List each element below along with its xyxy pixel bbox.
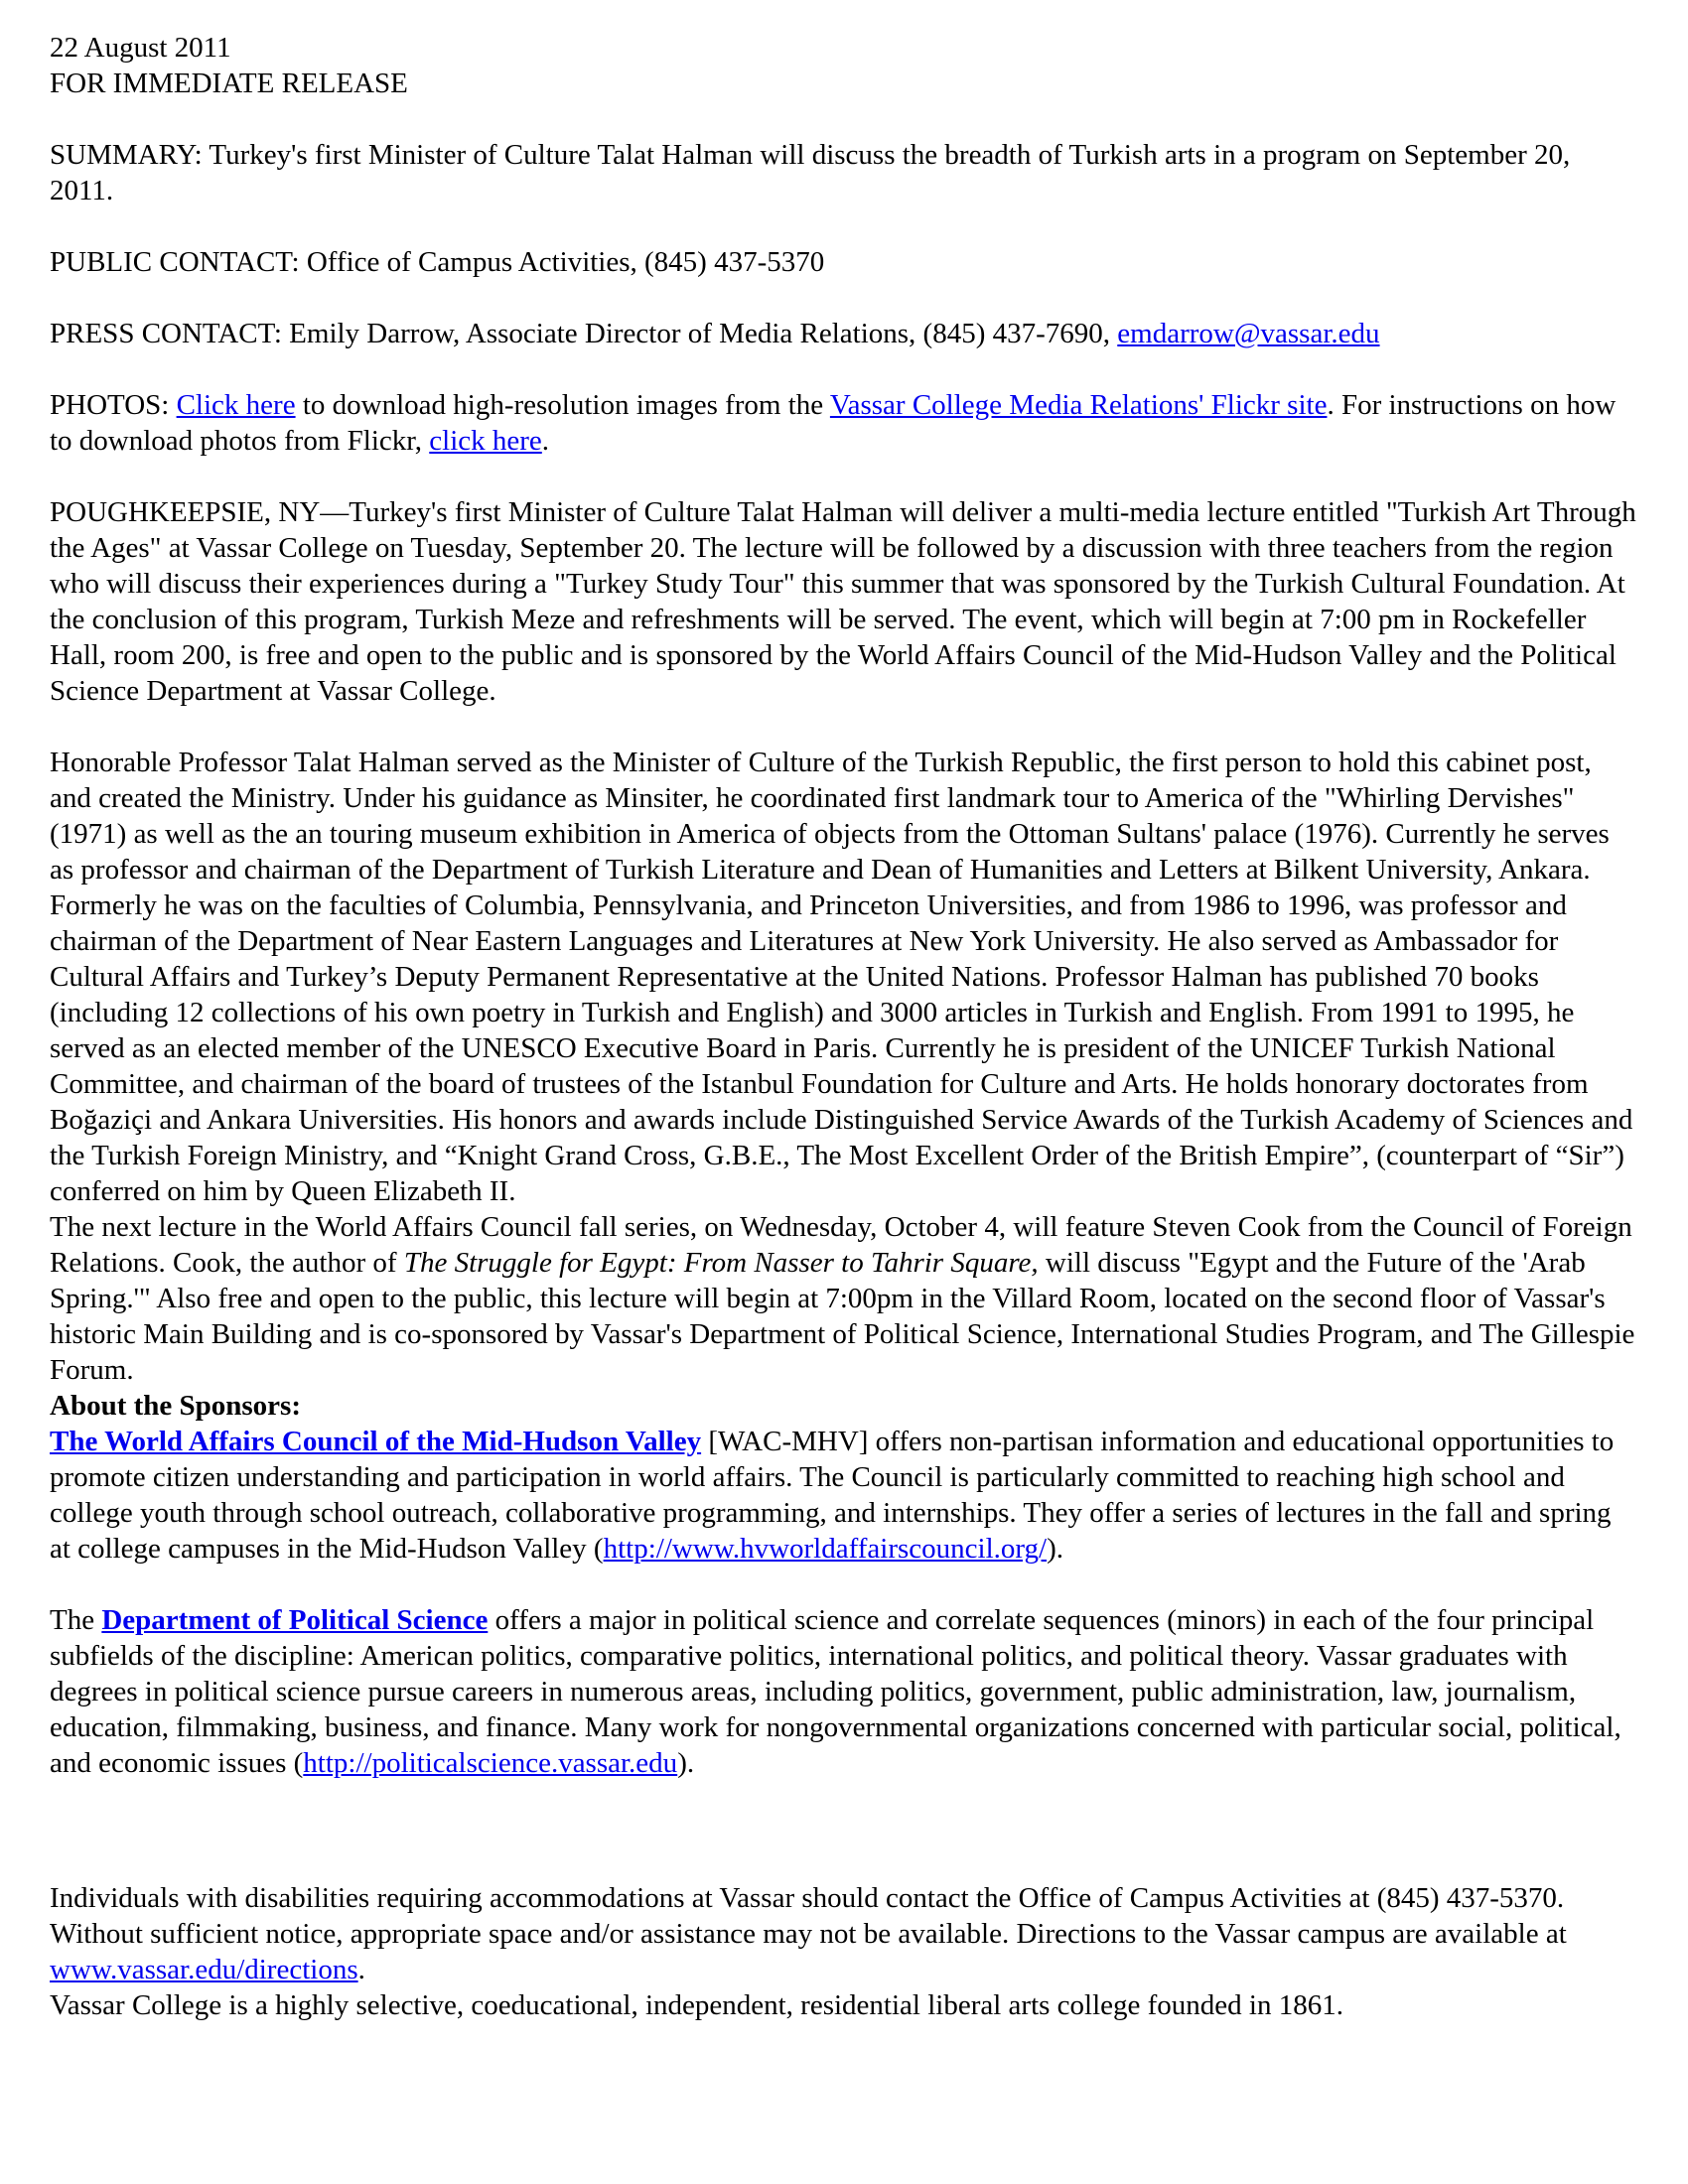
photos-text-segment-2: . For instructions on how to download photos from Flickr,: [50, 389, 1617, 457]
flickr-instructions-link[interactable]: click here: [429, 425, 542, 457]
polisci-text-segment-1: offers a major in political science and correlate sequences (minors) in each of the four principal subfields of the discipline: American politics, comparative politics, international politics, and political theory. Vassar graduates with degrees in political science pursue careers in numerous areas, including politics, government, public administration, law, journalism, education, filmmaking, business, and finance. Many work for nongovernmental organizations concerned with particular social, political, and economic issues (: [50, 1604, 1621, 1779]
accessibility-paragraph: [50, 1880, 1636, 1987]
sponsors-heading: About the Sponsors:: [50, 1390, 301, 1422]
public-contact-line: PUBLIC CONTACT: Office of Campus Activities, (845) 437-5370: [50, 246, 825, 278]
bio-paragraph: Honorable Professor Talat Halman served as the Minister of Culture of the Turkish Republic, the first person to hold this cabinet post, and created the Ministry. Under his guidance as Minsiter, he coordinated first landmark tour to America of the "Whirling Dervishes" (1971) as well as the an touring museum exhibition in America of objects from the Ottoman Sultans' palace (1976). Currently he serves as professor and chairman of the Department of Turkish Literature and Dean of Humanities and Letters at Bilkent University, Ankara. Formerly he was on the faculties of Columbia, Pennsylvania, and Princeton Universities, and from 1986 to 1996, was professor and chairman of the Department of Near Eastern Languages and Literatures at New York University. He also served as Ambassador for Cultural Affairs and Turkey’s Deputy Permanent Representative at the United Nations. Professor Halman has published 70 books (including 12 collections of his own poetry in Turkish and English) and 3000 articles in Turkish and English. From 1991 to 1995, he served as an elected member of the UNESCO Executive Board in Paris. Currently he is president of the UNICEF Turkish National Committee, and chairman of the board of trustees of the Istanbul Foundation for Culture and Arts. He holds honorary doctorates from Boğaziçi and Ankara Universities. His honors and awards include Distinguished Service Awards of the Turkish Academy of Sciences and the Turkish Foreign Ministry, and “Knight Grand Cross, G.B.E., The Most Excellent Order of the British Empire”, (counterpart of “Sir”) conferred on him by Queen Elizabeth II.: [50, 747, 1633, 1207]
polisci-link[interactable]: Department of Political Science: [101, 1604, 489, 1636]
book-title-italic: The Struggle for Egypt: From Nasser to Tahrir Square,: [403, 1247, 1039, 1279]
wac-text-segment-1: [WAC-MHV] offers non-partisan information and educational opportunities to promote citizen understanding and participation in world affairs. The Council is particularly committed to reaching high school and college youth through school outreach, collaborative programming, and internships. They offer a series of lectures in the fall and spring at college campuses in the Mid-Hudson Valley (: [50, 1426, 1615, 1565]
photos-paragraph: [50, 387, 1636, 459]
wac-text-segment-2: ).: [1047, 1533, 1063, 1565]
accessibility-text-segment-1: Individuals with disabilities requiring accommodations at Vassar should contact the Office of Campus Activities at (845) 437-5370. Without sufficient notice, appropriate space and/or assistance may not be available. Directions to the Vassar campus are available at: [50, 1882, 1567, 1950]
accessibility-text-segment-2: .: [357, 1954, 365, 1985]
press-contact-email-link[interactable]: emdarrow@vassar.edu: [1117, 318, 1380, 349]
photos-label: PHOTOS:: [50, 389, 177, 421]
polisci-url-link[interactable]: http://politicalscience.vassar.edu: [303, 1747, 678, 1779]
next-lecture-text-before: The next lecture in the World Affairs Council fall series, on Wednesday, October 4, will feature Steven Cook from the Council of Foreign Relations. Cook, the author of: [50, 1211, 1632, 1279]
polisci-paragraph: [50, 1602, 1636, 1781]
next-lecture-text-after: will discuss "Egypt and the Future of the 'Arab Spring.'" Also free and open to the public, this lecture will begin at 7:00pm in the Villard Room, located on the second floor of Vassar's historic Main Building and is co-sponsored by Vassar's Department of Political Science, International Studies Program, and The Gillespie Forum.: [50, 1247, 1635, 1386]
polisci-text-segment-0: The: [50, 1604, 102, 1636]
lead-paragraph: POUGHKEEPSIE, NY—Turkey's first Minister of Culture Talat Halman will deliver a multi-media lecture entitled "Turkish Art Through the Ages" at Vassar College on Tuesday, September 20. The lecture will be followed by a discussion with three teachers from the region who will discuss their experiences during a "Turkey Study Tour" this summer that was sponsored by the Turkish Cultural Foundation. At the conclusion of this program, Turkish Meze and refreshments will be served. The event, which will begin at 7:00 pm in Rockefeller Hall, room 200, is free and open to the public and is sponsored by the World Affairs Council of the Mid-Hudson Valley and the Political Science Department at Vassar College.: [50, 496, 1636, 707]
photos-text-segment-1: to download high-resolution images from the: [295, 389, 830, 421]
flickr-site-link[interactable]: Vassar College Media Relations' Flickr site: [829, 389, 1328, 421]
photos-click-here-link[interactable]: Click here: [176, 389, 296, 421]
photos-text-end: .: [541, 425, 550, 457]
release-line: FOR IMMEDIATE RELEASE: [50, 68, 408, 99]
date-line: 22 August 2011: [50, 32, 231, 64]
directions-link[interactable]: www.vassar.edu/directions: [50, 1954, 358, 1985]
polisci-text-segment-2: ).: [677, 1747, 695, 1779]
wac-paragraph: [50, 1424, 1636, 1567]
press-contact-line: [50, 316, 1636, 351]
next-lecture-paragraph: [50, 1209, 1636, 1388]
wac-url-link[interactable]: http://www.hvworldaffairscouncil.org/: [603, 1533, 1048, 1565]
wac-link[interactable]: The World Affairs Council of the Mid-Hudson Valley: [50, 1426, 702, 1457]
boilerplate-line: Vassar College is a highly selective, coeducational, independent, residential liberal arts college founded in 1861.: [50, 1989, 1343, 2021]
summary-paragraph: SUMMARY: Turkey's first Minister of Culture Talat Halman will discuss the breadth of Turkish arts in a program on September 20, 2011.: [50, 139, 1571, 206]
press-contact-text: PRESS CONTACT: Emily Darrow, Associate Director of Media Relations, (845) 437-7690,: [50, 318, 1118, 349]
